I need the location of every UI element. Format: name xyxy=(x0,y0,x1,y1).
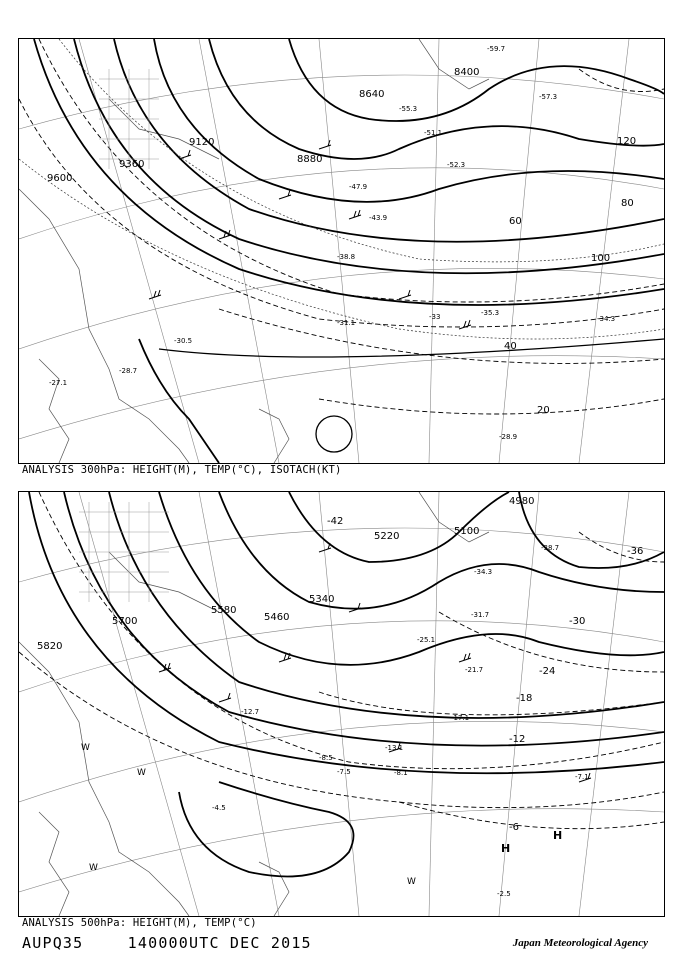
chart-500hpa xyxy=(18,491,665,917)
chart-identifier xyxy=(22,934,346,952)
warm-mark: W xyxy=(407,877,416,887)
height-contours xyxy=(29,492,664,877)
temp-label: -34.3 xyxy=(474,568,493,576)
height-label-5100: 5100 xyxy=(454,526,480,537)
high-pressure-mark: H xyxy=(553,829,563,842)
temp-label: -38.7 xyxy=(541,544,560,552)
temp-label: -27.1 xyxy=(49,379,68,387)
height-label-5340: 5340 xyxy=(309,594,335,605)
isotherm-label: -12 xyxy=(509,734,526,745)
temp-label: -4.5 xyxy=(212,804,226,812)
high-pressure-mark: H xyxy=(501,842,511,855)
height-label-5820: 5820 xyxy=(37,641,63,652)
temp-label: -43.9 xyxy=(369,214,388,222)
jet-hatch xyxy=(99,69,159,169)
warm-mark: W xyxy=(89,863,98,873)
map-300hpa xyxy=(19,39,664,463)
height-label-9120: 9120 xyxy=(189,137,215,148)
height-label-8880: 8880 xyxy=(297,154,323,165)
temp-label: -25.1 xyxy=(417,636,436,644)
temp-label: -7.1 xyxy=(575,773,589,781)
temp-label: -12.7 xyxy=(241,708,260,716)
height-label-5700: 5700 xyxy=(112,616,138,627)
chart-code: AUPQ35 xyxy=(22,934,84,952)
warm-mark: W xyxy=(137,768,146,778)
temp-label: -52.3 xyxy=(447,161,466,169)
grid-lines xyxy=(19,492,664,916)
temp-label: -35.3 xyxy=(481,309,500,317)
height-label-5220: 5220 xyxy=(374,531,400,542)
height-label-4980: 4980 xyxy=(509,496,535,507)
caption-500hpa: ANALYSIS 500hPa: HEIGHT(M), TEMP(°C) xyxy=(22,917,257,929)
temp-label: -55.3 xyxy=(399,105,418,113)
isotherm-label: -6 xyxy=(509,822,519,833)
temp-label: -21.7 xyxy=(465,666,484,674)
isotach-label-120: 120 xyxy=(617,136,637,147)
isotherm-label: -30 xyxy=(569,616,586,627)
agency-name: Japan Meteorological Agency xyxy=(512,937,648,949)
isotherm-label: -24 xyxy=(539,666,556,677)
temp-label: -51.1 xyxy=(424,129,443,137)
temp-label: -33 xyxy=(429,313,441,321)
temp-label: -7.5 xyxy=(337,768,351,776)
temp-label: -17.1 xyxy=(451,714,470,722)
isotherm-label: -18 xyxy=(516,693,533,704)
isotach-label-60: 60 xyxy=(509,216,522,227)
coastlines xyxy=(19,39,489,463)
temp-label: -8.5 xyxy=(319,754,333,762)
warm-mark: W xyxy=(81,743,90,753)
height-label-5460: 5460 xyxy=(264,612,290,623)
temp-label: -30.5 xyxy=(174,337,193,345)
temp-label: -38.8 xyxy=(337,253,356,261)
isotach-label-100: 100 xyxy=(591,253,611,264)
isotach-label-80: 80 xyxy=(621,198,634,209)
isotherm-contours xyxy=(19,492,664,829)
chart-300hpa xyxy=(18,38,665,464)
temp-label: -13.1 xyxy=(385,744,404,752)
temp-label: -8.1 xyxy=(394,769,408,777)
temp-label: -34.3 xyxy=(597,315,616,323)
temp-label: -47.9 xyxy=(349,183,368,191)
map-500hpa xyxy=(19,492,664,916)
height-label-9600: 9600 xyxy=(47,173,73,184)
height-label-5580: 5580 xyxy=(211,605,237,616)
temp-label: -28.9 xyxy=(499,433,518,441)
height-label-9360: 9360 xyxy=(119,159,145,170)
temp-label: -59.7 xyxy=(487,45,506,53)
isotherm-label: -42 xyxy=(327,516,344,527)
height-label-8400: 8400 xyxy=(454,67,480,78)
height-label-8640: 8640 xyxy=(359,89,385,100)
temp-label: -31.7 xyxy=(471,611,490,619)
temp-label: -2.5 xyxy=(497,890,511,898)
temp-label: -28.7 xyxy=(119,367,138,375)
caption-300hpa: ANALYSIS 300hPa: HEIGHT(M), TEMP(°C), ISOTACH(KT) xyxy=(22,464,342,476)
temp-label: -57.3 xyxy=(539,93,558,101)
analysis-time: 140000UTC DEC 2015 xyxy=(127,934,312,952)
isotach-contours xyxy=(19,39,664,414)
temp-label: -31.1 xyxy=(337,319,356,327)
jet-hatch xyxy=(79,502,169,602)
isotherm-label: -36 xyxy=(627,546,644,557)
isotach-label-40: 40 xyxy=(504,341,517,352)
isotach-label-20: 20 xyxy=(537,405,550,416)
